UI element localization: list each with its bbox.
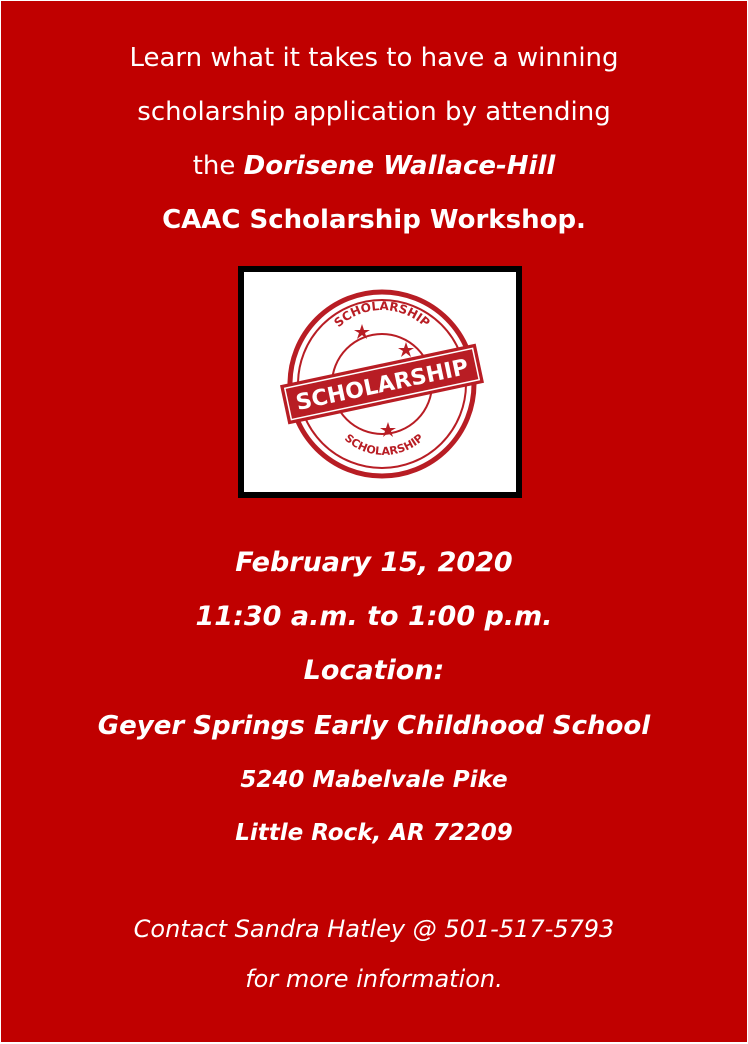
stamp-banner-text: SCHOLARSHIP — [293, 354, 471, 416]
event-time: 11:30 a.m. to 1:00 p.m. — [195, 601, 553, 632]
event-date: February 15, 2020 — [235, 547, 513, 578]
intro-line-3 — [1, 139, 747, 193]
stamp-bottom-text: SCHOLARSHIP — [342, 431, 426, 459]
contact-line-2: for more information. — [245, 965, 503, 993]
location-label: Location: — [303, 655, 445, 686]
intro-the: the — [192, 151, 244, 181]
flyer — [1, 1, 747, 1042]
contact-line-1: Contact Sandra Hatley @ 501-517-5793 — [133, 915, 615, 943]
intro-line-2: scholarship application by attending — [137, 97, 611, 127]
school-name: Geyer Springs Early Childhood School — [97, 711, 651, 741]
honoree-name: Dorisene Wallace-Hill — [243, 151, 556, 181]
event-details — [1, 536, 747, 860]
intro-text — [1, 31, 747, 247]
city-state-zip: Little Rock, AR 72209 — [235, 820, 513, 846]
workshop-title: CAAC Scholarship Workshop. — [162, 205, 586, 235]
street-address: 5240 Mabelvale Pike — [240, 767, 508, 793]
contact-info — [1, 904, 747, 1004]
intro-line-1: Learn what it takes to have a winning — [129, 43, 619, 73]
stamp-banner — [280, 344, 484, 425]
scholarship-stamp-graphic — [244, 272, 516, 492]
scholarship-stamp-image — [238, 266, 522, 498]
stamp-top-text: SCHOLARSHIP — [331, 298, 433, 330]
